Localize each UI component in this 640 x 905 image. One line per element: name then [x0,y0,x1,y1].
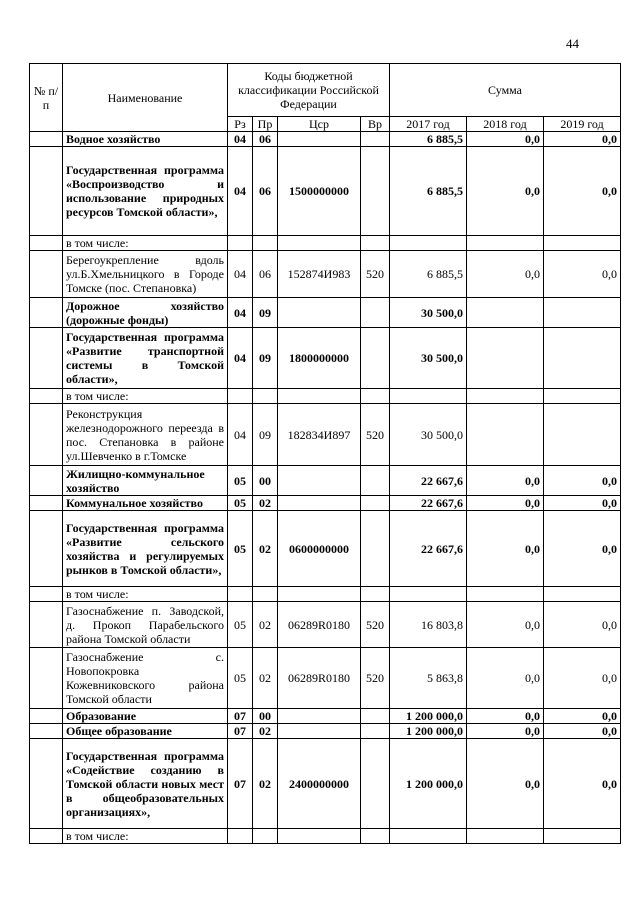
header-rz: Рз [228,117,253,132]
row-rz [228,829,253,844]
table-row [30,648,621,709]
row-pr [253,236,278,251]
row-vr: 520 [361,404,390,466]
row-vr [361,496,390,511]
row-vr: 520 [361,251,390,298]
row-num [30,602,63,648]
row-pr: 02 [253,724,278,739]
table-row [30,298,621,328]
row-sum-2018: 0,0 [467,602,544,648]
row-rz: 05 [228,648,253,709]
row-csr: 0600000000 [278,511,361,587]
row-name: Государственная программа «Содействие созданию в Томской области новых мест в общеобразовательных организациях», [63,739,228,829]
row-num [30,404,63,466]
row-sum-2019 [544,389,621,404]
row-num [30,648,63,709]
row-num [30,298,63,328]
row-pr: 02 [253,496,278,511]
row-sum-2017: 30 500,0 [390,298,467,328]
row-num [30,236,63,251]
row-name: Государственная программа «Развитие сельского хозяйства и регулируемых рынков в Томской области», [63,511,228,587]
row-rz: 05 [228,602,253,648]
row-rz: 05 [228,511,253,587]
row-num [30,496,63,511]
row-sum-2018 [467,404,544,466]
row-csr [278,236,361,251]
row-num [30,251,63,298]
row-csr [278,466,361,496]
row-pr: 09 [253,328,278,389]
row-sum-2017 [390,389,467,404]
row-sum-2019: 0,0 [544,466,621,496]
row-rz: 04 [228,251,253,298]
row-vr [361,236,390,251]
row-pr: 06 [253,132,278,147]
row-sum-2019 [544,328,621,389]
row-num [30,587,63,602]
table-row [30,739,621,829]
row-csr: 1500000000 [278,147,361,236]
row-csr [278,829,361,844]
row-csr: 1800000000 [278,328,361,389]
row-sum-2019: 0,0 [544,132,621,147]
row-sum-2018 [467,829,544,844]
row-pr: 09 [253,404,278,466]
row-sum-2017 [390,587,467,602]
table-row [30,724,621,739]
row-sum-2017: 1 200 000,0 [390,709,467,724]
row-pr: 09 [253,298,278,328]
table-row [30,404,621,466]
row-sum-2018 [467,587,544,602]
row-num [30,147,63,236]
row-rz: 07 [228,739,253,829]
row-pr: 02 [253,739,278,829]
header-vr: Вр [361,117,390,132]
header-sum: Сумма [390,64,621,117]
row-sum-2018 [467,389,544,404]
table-row [30,147,621,236]
row-sum-2018: 0,0 [467,466,544,496]
row-sum-2017: 1 200 000,0 [390,724,467,739]
row-csr [278,709,361,724]
row-sum-2018: 0,0 [467,724,544,739]
row-sum-2019: 0,0 [544,648,621,709]
row-csr [278,587,361,602]
row-name: в том числе: [63,389,228,404]
header-2017: 2017 год [390,117,467,132]
row-num [30,511,63,587]
row-csr [278,298,361,328]
row-name: в том числе: [63,236,228,251]
row-sum-2017: 6 885,5 [390,132,467,147]
row-pr: 00 [253,466,278,496]
row-sum-2018: 0,0 [467,511,544,587]
row-name: в том числе: [63,829,228,844]
row-num [30,724,63,739]
table-row [30,389,621,404]
row-sum-2019: 0,0 [544,251,621,298]
row-num [30,132,63,147]
row-num [30,328,63,389]
row-name: Водное хозяйство [63,132,228,147]
row-sum-2018: 0,0 [467,132,544,147]
row-sum-2019: 0,0 [544,496,621,511]
row-pr: 02 [253,648,278,709]
row-pr [253,389,278,404]
row-sum-2019: 0,0 [544,147,621,236]
row-name: Дорожное хозяйство (дорожные фонды) [63,298,228,328]
row-csr: 2400000000 [278,739,361,829]
row-rz [228,587,253,602]
table-row [30,251,621,298]
row-sum-2019 [544,829,621,844]
table-row [30,587,621,602]
row-sum-2017: 30 500,0 [390,328,467,389]
row-sum-2017: 6 885,5 [390,147,467,236]
table-row [30,236,621,251]
row-vr: 520 [361,602,390,648]
row-sum-2018: 0,0 [467,648,544,709]
header-num: № п/п [30,64,63,132]
row-num [30,739,63,829]
row-csr: 152874И983 [278,251,361,298]
row-name: Коммунальное хозяйство [63,496,228,511]
row-num [30,709,63,724]
row-name: Государственная программа «Развитие транспортной системы в Томской области», [63,328,228,389]
row-rz [228,236,253,251]
table-row [30,602,621,648]
table-row [30,132,621,147]
table-row [30,829,621,844]
row-sum-2019 [544,587,621,602]
row-sum-2017: 5 863,8 [390,648,467,709]
row-csr [278,132,361,147]
row-sum-2017: 22 667,6 [390,466,467,496]
row-sum-2017: 22 667,6 [390,496,467,511]
row-sum-2019: 0,0 [544,602,621,648]
row-csr: 06289R0180 [278,602,361,648]
row-name: Жилищно-коммунальное хозяйство [63,466,228,496]
row-sum-2019: 0,0 [544,709,621,724]
row-name: Образование [63,709,228,724]
row-vr [361,328,390,389]
header-2019: 2019 год [544,117,621,132]
row-pr: 00 [253,709,278,724]
row-sum-2017: 22 667,6 [390,511,467,587]
row-pr: 02 [253,511,278,587]
row-sum-2017: 30 500,0 [390,404,467,466]
row-csr [278,389,361,404]
row-name: Берегоукрепление вдоль ул.Б.Хмельницкого в Городе Томске (пос. Степановка) [63,251,228,298]
budget-table [29,63,621,844]
row-sum-2017: 1 200 000,0 [390,739,467,829]
row-sum-2017: 6 885,5 [390,251,467,298]
row-sum-2018: 0,0 [467,147,544,236]
row-vr [361,132,390,147]
row-sum-2017 [390,236,467,251]
header-csr: Цср [278,117,361,132]
row-sum-2017 [390,829,467,844]
table-row [30,709,621,724]
row-vr [361,587,390,602]
row-pr: 06 [253,147,278,236]
row-sum-2019: 0,0 [544,739,621,829]
header-pr: Пр [253,117,278,132]
row-vr [361,724,390,739]
header-codes: Коды бюджетной классификации Российской Федерации [228,64,390,117]
row-pr [253,587,278,602]
row-rz: 04 [228,298,253,328]
row-csr: 06289R0180 [278,648,361,709]
row-num [30,466,63,496]
row-sum-2018: 0,0 [467,496,544,511]
row-vr [361,829,390,844]
row-name: Газоснабжение с. Новопокровка Кожевниковского района Томской области [63,648,228,709]
row-name: Государственная программа «Воспроизводство и использование природных ресурсов Томской области», [63,147,228,236]
row-vr [361,147,390,236]
row-pr: 02 [253,602,278,648]
row-rz: 04 [228,404,253,466]
row-sum-2018 [467,236,544,251]
row-pr: 06 [253,251,278,298]
header-name: Наименование [63,64,228,132]
row-vr [361,466,390,496]
header-2018: 2018 год [467,117,544,132]
row-csr: 182834И897 [278,404,361,466]
row-csr [278,496,361,511]
row-rz: 05 [228,496,253,511]
page-number: 44 [566,36,579,51]
table-row [30,328,621,389]
row-name: Газоснабжение п. Заводской, д. Прокоп Парабельского района Томской области [63,602,228,648]
row-rz: 04 [228,147,253,236]
row-rz: 07 [228,709,253,724]
row-sum-2019: 0,0 [544,724,621,739]
row-rz: 07 [228,724,253,739]
row-name: в том числе: [63,587,228,602]
table-row [30,511,621,587]
row-vr [361,709,390,724]
row-sum-2018: 0,0 [467,739,544,829]
row-sum-2018: 0,0 [467,251,544,298]
row-sum-2018 [467,328,544,389]
row-sum-2019: 0,0 [544,511,621,587]
row-name: Реконструкция железнодорожного переезда в пос. Степановка в районе ул.Шевченко в г.Томске [63,404,228,466]
row-sum-2019 [544,298,621,328]
row-pr [253,829,278,844]
row-rz: 05 [228,466,253,496]
row-num [30,829,63,844]
row-vr: 520 [361,648,390,709]
row-csr [278,724,361,739]
row-num [30,389,63,404]
row-rz: 04 [228,132,253,147]
row-sum-2019 [544,404,621,466]
row-sum-2017: 16 803,8 [390,602,467,648]
row-vr [361,298,390,328]
row-rz [228,389,253,404]
row-vr [361,511,390,587]
row-sum-2019 [544,236,621,251]
table-body [30,132,621,844]
row-vr [361,389,390,404]
row-sum-2018: 0,0 [467,709,544,724]
row-name: Общее образование [63,724,228,739]
row-vr [361,739,390,829]
row-sum-2018 [467,298,544,328]
table-row [30,496,621,511]
table-row [30,466,621,496]
row-rz: 04 [228,328,253,389]
